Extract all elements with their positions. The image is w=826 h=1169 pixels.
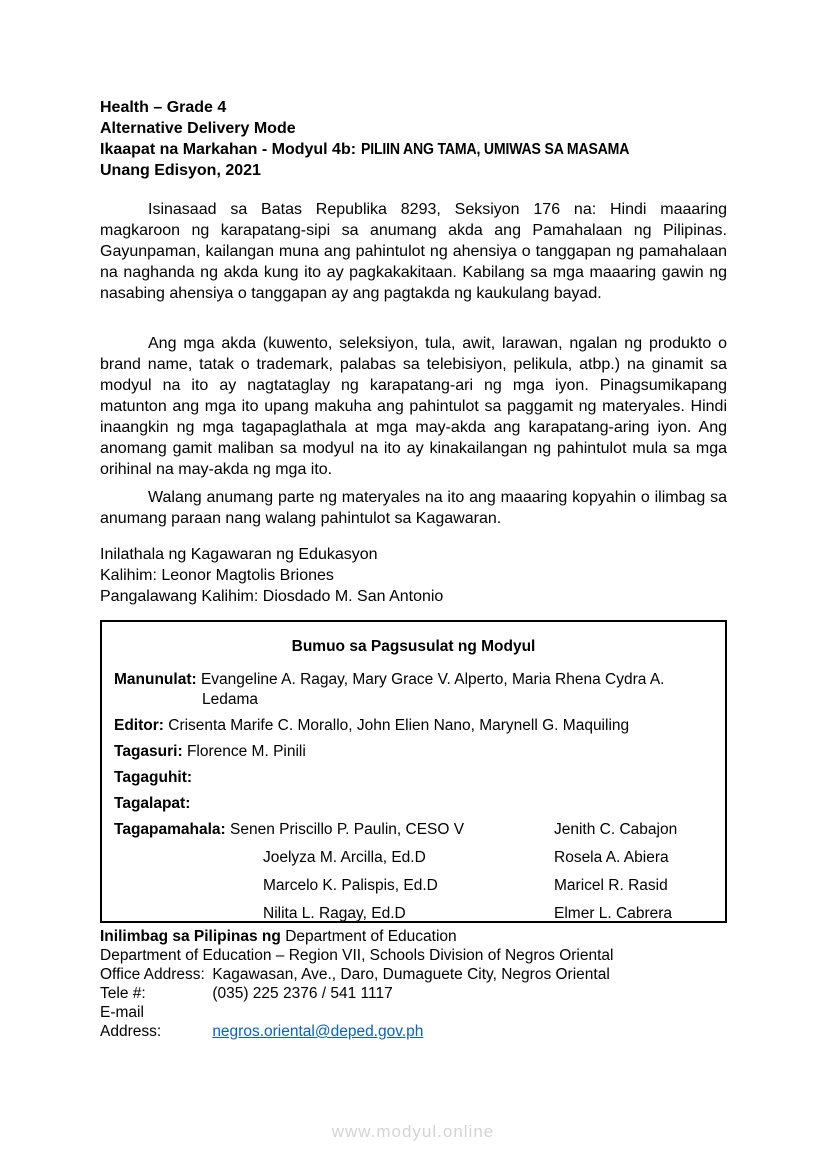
telephone-line: [100, 984, 727, 1003]
undersecretary-line: Pangalawang Kalihim: Diosdado M. San Antonio: [100, 588, 444, 605]
imprint-block: [100, 927, 727, 1041]
module-quarter-line: [100, 139, 727, 160]
office-address-value: Kagawasan, Ave., Daro, Dumaguete City, Negros Oriental: [212, 966, 610, 983]
credit-value-wrap: Ledama: [202, 691, 259, 708]
module-quarter-label: Ikaapat na Markahan - Modyul 4b:: [100, 141, 361, 158]
telephone-label: Tele #:: [100, 985, 146, 1002]
management-name-left: Senen Priscillo P. Paulin, CESO V: [230, 821, 465, 838]
module-title-text: PILIIN ANG TAMA, UMIWAS SA MASAMA: [360, 141, 629, 158]
credit-label: Tagasuri:: [114, 743, 183, 760]
management-name-left: Marcelo K. Palispis, Ed.D: [263, 877, 438, 894]
credits-box: [100, 620, 727, 923]
office-address-label: Office Address:: [100, 966, 205, 983]
publisher-block: [100, 544, 727, 607]
printed-in-line: [100, 927, 727, 946]
email-link[interactable]: negros.oriental@deped.gov.ph: [212, 1023, 424, 1040]
management-row: [114, 876, 711, 896]
office-address-line: [100, 965, 727, 984]
copyright-paragraph-3: Walang anumang parte ng materyales na ito ang maaaring kopyahin o ilimbag sa anumang paraan nang walang pahintulot sa Kagawaran.: [100, 489, 727, 527]
credit-row-tagaguhit: [114, 768, 711, 788]
secretary-line: Kalihim: Leonor Magtolis Briones: [100, 567, 334, 584]
printed-in-value: Department of Education: [285, 928, 457, 945]
management-row: [114, 820, 711, 840]
credit-value: Crisenta Marife C. Morallo, John Elien Nano, Marynell G. Maquiling: [168, 717, 630, 734]
management-name-right: Maricel R. Rasid: [554, 877, 668, 894]
management-name-left: Joelyza M. Arcilla, Ed.D: [263, 849, 426, 866]
module-header: [100, 97, 727, 181]
division-line: Department of Education – Region VII, Schools Division of Negros Oriental: [100, 947, 614, 964]
module-subject-line: Health – Grade 4: [100, 99, 227, 116]
management-name-right: Elmer L. Cabrera: [554, 905, 673, 922]
printed-in-label: Inilimbag sa Pilipinas ng: [100, 928, 281, 945]
credit-label: Tagaguhit:: [114, 769, 193, 786]
credit-value: Florence M. Pinili: [186, 743, 306, 760]
publisher-line: Inilathala ng Kagawaran ng Edukasyon: [100, 546, 378, 563]
management-name-right: Rosela A. Abiera: [554, 849, 669, 866]
credit-row-tagalapat: [114, 794, 711, 814]
credit-value: Evangeline A. Ragay, Mary Grace V. Alperto, Maria Rhena Cydra A.: [200, 671, 665, 688]
management-name-right: Jenith C. Cabajon: [554, 821, 678, 838]
copyright-paragraph-1: Isinasaad sa Batas Republika 8293, Seksiyon 176 na: Hindi maaaring magkaroon ng karapatang-sipi sa anumang akda ang Pamahalaan ng Pilipinas. Gayunpaman, kailangan muna ang pahintulot ng ahensiya o tanggapan ng pamahalaan na naghanda ng akda kung ito ay pagkakakitaan. Kabilang sa mga maaaring gawin ng nasabing ahensiya o tanggapan ay ang pagtakda ng kaukulang bayad.: [100, 201, 727, 302]
module-edition-line: Unang Edisyon, 2021: [100, 162, 261, 179]
telephone-value: (035) 225 2376 / 541 1117: [212, 985, 393, 1002]
email-label: E-mail Address:: [100, 1004, 162, 1040]
credit-row-tagasuri: [114, 742, 711, 762]
credit-row-manunulat: [114, 670, 711, 710]
credit-label: Editor:: [114, 717, 164, 734]
management-row: [114, 904, 711, 924]
management-name-left: Nilita L. Ragay, Ed.D: [263, 905, 406, 922]
credit-row-editor: [114, 716, 711, 736]
credit-label: Tagalapat:: [114, 795, 191, 812]
management-row: [114, 848, 711, 868]
credit-label: Manunulat:: [114, 671, 197, 688]
copyright-paragraph-2: Ang mga akda (kuwento, seleksiyon, tula, awit, larawan, ngalan ng produkto o brand name, tatak o trademark, palabas sa telebisiyon, pelikula, atbp.) na ginamit sa modyul na ito ay nagtataglay ng karapatang-ari ng mga iyon. Pinagsumikapang matunton ang mga ito upang makuha ang pahintulot sa paggamit ng materyales. Hindi inaangkin ng mga tagapaglathala at mga may-akda ang karapatang-aring iyon. Ang anomang gamit maliban sa modyul na ito ay kinakailangan ng pahintulot mula sa mga orihinal na may-akda ng mga ito.: [100, 335, 727, 478]
module-mode-line: Alternative Delivery Mode: [100, 120, 296, 137]
watermark: www.modyul.online: [331, 1122, 495, 1141]
credit-label: Tagapamahala:: [114, 821, 226, 838]
email-line: [100, 1003, 727, 1041]
credits-box-title: Bumuo sa Pagsusulat ng Modyul: [291, 638, 536, 655]
